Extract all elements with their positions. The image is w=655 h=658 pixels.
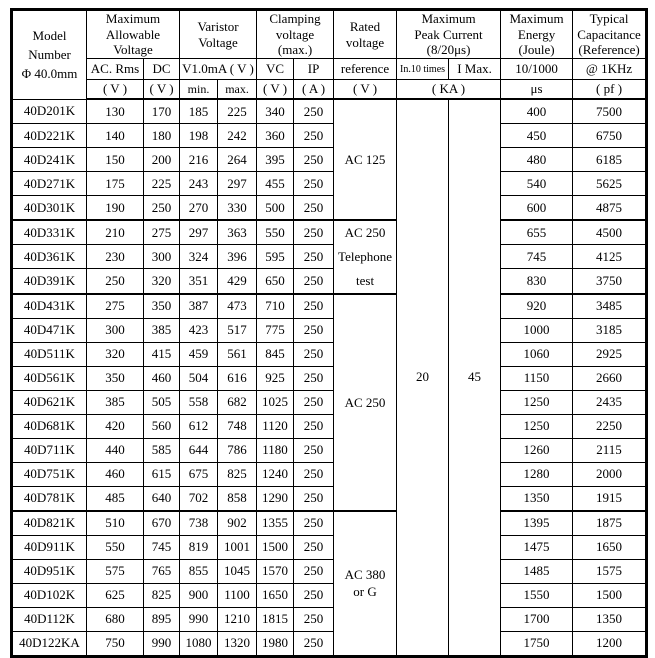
cell-ip: 250 [294,486,334,511]
table-row [12,148,647,172]
header-line: Maximum [105,11,161,27]
table-row [12,535,647,559]
cell-dc: 640 [144,486,180,511]
cell-energy: 540 [501,172,573,196]
cell-ip: 250 [294,631,334,656]
cell-ip: 250 [294,124,334,148]
cell-model: 40D561K [12,366,87,390]
cell-model: 40D301K [12,196,87,221]
cell-varistor-max: 225 [218,99,257,124]
table-row [12,631,647,656]
cell-ac-rms: 550 [87,535,144,559]
cell-varistor-min: 900 [180,583,218,607]
cell-varistor-max: 297 [218,172,257,196]
header-ac-unit: ( V ) [87,80,144,100]
cell-ip: 250 [294,148,334,172]
header-model-line: Model [32,28,67,44]
cell-vc: 500 [257,196,294,221]
cell-capacitance: 4875 [573,196,647,221]
cell-ac-rms: 460 [87,462,144,486]
table-row [12,462,647,486]
varistor-spec-table [10,8,648,658]
cell-model: 40D102K [12,583,87,607]
cell-ip: 250 [294,99,334,124]
cell-ac-rms: 190 [87,196,144,221]
header-pf-unit: ( pf ) [573,80,647,100]
header-line: Rated [349,19,381,34]
cell-energy: 1700 [501,607,573,631]
cell-vc: 1500 [257,535,294,559]
cell-energy: 400 [501,99,573,124]
cell-dc: 585 [144,438,180,462]
cell-peak-current-in10: 20 [397,99,449,656]
header-max-peak-current [397,10,501,59]
cell-model: 40D911K [12,535,87,559]
cell-capacitance: 1915 [573,486,647,511]
cell-capacitance: 5625 [573,172,647,196]
cell-energy: 1485 [501,559,573,583]
cell-varistor-max: 561 [218,342,257,366]
cell-model: 40D431K [12,294,87,319]
cell-energy: 830 [501,269,573,294]
header-model-number [12,10,87,100]
cell-ip: 250 [294,245,334,269]
cell-energy: 1750 [501,631,573,656]
cell-ac-rms: 440 [87,438,144,462]
cell-dc: 560 [144,414,180,438]
cell-varistor-max: 1045 [218,559,257,583]
header-row-groups [12,10,647,59]
cell-capacitance: 4500 [573,220,647,245]
header-line: Varistor [197,19,239,34]
table-row [12,342,647,366]
cell-varistor-max: 1100 [218,583,257,607]
cell-varistor-min: 423 [180,318,218,342]
cell-varistor-min: 351 [180,269,218,294]
cell-vc: 775 [257,318,294,342]
cell-varistor-max: 902 [218,511,257,536]
cell-varistor-max: 396 [218,245,257,269]
cell-dc: 745 [144,535,180,559]
cell-varistor-min: 324 [180,245,218,269]
header-reference: reference [334,59,397,80]
cell-model: 40D201K [12,99,87,124]
cell-ac-rms: 350 [87,366,144,390]
cell-energy: 600 [501,196,573,221]
cell-ac-rms: 485 [87,486,144,511]
cell-energy: 745 [501,245,573,269]
cell-vc: 925 [257,366,294,390]
table-row [12,366,647,390]
cell-capacitance: 1575 [573,559,647,583]
cell-vc: 595 [257,245,294,269]
cell-ip: 250 [294,607,334,631]
cell-ac-rms: 320 [87,342,144,366]
cell-energy: 1060 [501,342,573,366]
cell-vc: 1180 [257,438,294,462]
cell-dc: 895 [144,607,180,631]
header-max-energy [501,10,573,59]
cell-ac-rms: 175 [87,172,144,196]
cell-varistor-max: 242 [218,124,257,148]
cell-varistor-min: 270 [180,196,218,221]
cell-varistor-max: 1320 [218,631,257,656]
cell-capacitance: 2250 [573,414,647,438]
cell-rated-voltage [334,220,397,294]
cell-varistor-min: 675 [180,462,218,486]
cell-varistor-min: 297 [180,220,218,245]
header-max: max. [218,80,257,100]
cell-peak-current-imax: 45 [449,99,501,656]
cell-varistor-min: 504 [180,366,218,390]
table-row [12,172,647,196]
cell-vc: 650 [257,269,294,294]
cell-capacitance: 1200 [573,631,647,656]
header-model-line: Φ 40.0mm [21,66,78,82]
cell-capacitance: 3485 [573,294,647,319]
cell-capacitance: 2925 [573,342,647,366]
header-line: Peak Current [414,26,483,42]
cell-energy: 480 [501,148,573,172]
cell-ac-rms: 230 [87,245,144,269]
cell-model: 40D112K [12,607,87,631]
cell-varistor-max: 330 [218,196,257,221]
cell-ip: 250 [294,196,334,221]
cell-model: 40D391K [12,269,87,294]
cell-energy: 1260 [501,438,573,462]
table-row [12,511,647,536]
table-row [12,583,647,607]
cell-energy: 1150 [501,366,573,390]
header-rated-voltage [334,10,397,59]
header-line: Voltage [113,42,153,58]
cell-dc: 250 [144,196,180,221]
cell-ip: 250 [294,414,334,438]
cell-vc: 710 [257,294,294,319]
cell-vc: 845 [257,342,294,366]
cell-energy: 655 [501,220,573,245]
cell-varistor-max: 616 [218,366,257,390]
header-10-1000: 10/1000 [501,59,573,80]
header-dc-unit: ( V ) [144,80,180,100]
cell-vc: 1025 [257,390,294,414]
cell-varistor-max: 517 [218,318,257,342]
header-at-1khz: @ 1KHz [573,59,647,80]
cell-ip: 250 [294,318,334,342]
cell-dc: 200 [144,148,180,172]
cell-model: 40D951K [12,559,87,583]
cell-energy: 1395 [501,511,573,536]
cell-vc: 1355 [257,511,294,536]
cell-vc: 1815 [257,607,294,631]
table-row [12,486,647,511]
cell-varistor-min: 738 [180,511,218,536]
cell-capacitance: 2435 [573,390,647,414]
cell-varistor-max: 363 [218,220,257,245]
header-ref-unit: ( V ) [334,80,397,100]
cell-ac-rms: 510 [87,511,144,536]
cell-dc: 615 [144,462,180,486]
rated-voltage-line: AC 250 [344,394,386,410]
table-row [12,124,647,148]
cell-ip: 250 [294,583,334,607]
cell-varistor-max: 473 [218,294,257,319]
cell-varistor-max: 429 [218,269,257,294]
rated-voltage-line: test [356,272,375,288]
header-ip-unit: ( A ) [294,80,334,100]
cell-ac-rms: 625 [87,583,144,607]
cell-varistor-max: 825 [218,462,257,486]
header-ip: IP [294,59,334,80]
cell-varistor-min: 558 [180,390,218,414]
cell-model: 40D221K [12,124,87,148]
header-model-line: Number [28,47,71,63]
header-ka-unit: ( KA ) [397,80,501,100]
header-vc-unit: ( V ) [257,80,294,100]
table-row [12,414,647,438]
cell-ac-rms: 750 [87,631,144,656]
cell-energy: 450 [501,124,573,148]
header-v1ma: V1.0mA ( V ) [180,59,257,80]
cell-ac-rms: 300 [87,318,144,342]
header-clamping-voltage [257,10,334,59]
cell-dc: 275 [144,220,180,245]
table-body [12,99,647,656]
cell-ip: 250 [294,559,334,583]
header-line: voltage [275,26,315,42]
cell-model: 40D122KA [12,631,87,656]
cell-vc: 1290 [257,486,294,511]
cell-varistor-min: 459 [180,342,218,366]
table-row [12,294,647,319]
table-row [12,607,647,631]
table-row [12,245,647,269]
cell-capacitance: 2660 [573,366,647,390]
header-line: Voltage [198,34,238,50]
cell-model: 40D781K [12,486,87,511]
cell-dc: 225 [144,172,180,196]
cell-ac-rms: 575 [87,559,144,583]
cell-ip: 250 [294,269,334,294]
cell-energy: 1250 [501,390,573,414]
cell-capacitance: 6750 [573,124,647,148]
table-row [12,390,647,414]
cell-varistor-min: 819 [180,535,218,559]
cell-capacitance: 2115 [573,438,647,462]
cell-dc: 170 [144,99,180,124]
header-line: voltage [345,34,385,50]
cell-ac-rms: 210 [87,220,144,245]
cell-vc: 550 [257,220,294,245]
table-row [12,99,647,124]
cell-varistor-min: 644 [180,438,218,462]
cell-capacitance: 4125 [573,245,647,269]
cell-capacitance: 3750 [573,269,647,294]
cell-model: 40D621K [12,390,87,414]
cell-energy: 1280 [501,462,573,486]
header-i-max: I Max. [449,59,501,80]
rated-voltage-line: AC 380 [344,567,386,583]
cell-ip: 250 [294,220,334,245]
cell-ip: 250 [294,294,334,319]
cell-vc: 360 [257,124,294,148]
cell-rated-voltage [334,511,397,657]
header-line: Energy [517,26,556,42]
cell-rated-voltage [334,294,397,511]
header-line: (Joule) [518,42,555,58]
cell-rated-voltage [334,99,397,220]
table-row [12,269,647,294]
header-typical-capacitance [573,10,647,59]
cell-capacitance: 1650 [573,535,647,559]
cell-energy: 1350 [501,486,573,511]
header-line: Capacitance [577,26,641,42]
cell-varistor-max: 264 [218,148,257,172]
table-row [12,438,647,462]
cell-ac-rms: 680 [87,607,144,631]
cell-dc: 385 [144,318,180,342]
cell-vc: 455 [257,172,294,196]
header-line: Allowable [105,26,161,42]
cell-model: 40D711K [12,438,87,462]
cell-vc: 395 [257,148,294,172]
cell-vc: 1570 [257,559,294,583]
cell-ac-rms: 250 [87,269,144,294]
header-ac-rms: AC. Rms [87,59,144,80]
cell-varistor-min: 990 [180,607,218,631]
cell-vc: 1650 [257,583,294,607]
cell-energy: 1250 [501,414,573,438]
cell-model: 40D331K [12,220,87,245]
cell-dc: 300 [144,245,180,269]
cell-model: 40D511K [12,342,87,366]
header-dc: DC [144,59,180,80]
cell-varistor-min: 185 [180,99,218,124]
table-row [12,196,647,221]
cell-capacitance: 3185 [573,318,647,342]
cell-ip: 250 [294,366,334,390]
cell-capacitance: 1350 [573,607,647,631]
cell-varistor-min: 855 [180,559,218,583]
cell-vc: 1240 [257,462,294,486]
cell-model: 40D241K [12,148,87,172]
cell-model: 40D821K [12,511,87,536]
cell-ip: 250 [294,535,334,559]
cell-ac-rms: 130 [87,99,144,124]
header-line: Clamping [269,11,321,27]
cell-dc: 460 [144,366,180,390]
cell-model: 40D271K [12,172,87,196]
cell-vc: 1120 [257,414,294,438]
cell-dc: 825 [144,583,180,607]
header-row-sub1 [12,59,647,80]
cell-energy: 1550 [501,583,573,607]
header-varistor-voltage [180,10,257,59]
header-in-10-times: In.10 times [397,59,449,80]
cell-varistor-max: 858 [218,486,257,511]
cell-capacitance: 2000 [573,462,647,486]
header-line: Typical [589,11,629,27]
cell-dc: 415 [144,342,180,366]
header-min: min. [180,80,218,100]
cell-energy: 1475 [501,535,573,559]
cell-ac-rms: 275 [87,294,144,319]
cell-ac-rms: 385 [87,390,144,414]
header-line: Maximum [421,11,476,27]
cell-vc: 340 [257,99,294,124]
cell-varistor-min: 612 [180,414,218,438]
rated-voltage-line: Telephone [338,248,393,264]
header-row-sub2 [12,80,647,100]
cell-varistor-max: 1210 [218,607,257,631]
cell-dc: 320 [144,269,180,294]
cell-dc: 350 [144,294,180,319]
cell-ip: 250 [294,172,334,196]
cell-model: 40D751K [12,462,87,486]
header-line: Maximum [509,11,564,27]
cell-ip: 250 [294,390,334,414]
cell-dc: 765 [144,559,180,583]
header-line: (8/20μs) [426,42,471,58]
table-header [12,10,647,100]
cell-varistor-min: 387 [180,294,218,319]
table-row [12,318,647,342]
cell-ip: 250 [294,342,334,366]
cell-model: 40D471K [12,318,87,342]
cell-capacitance: 6185 [573,148,647,172]
cell-vc: 1980 [257,631,294,656]
cell-dc: 990 [144,631,180,656]
cell-varistor-max: 786 [218,438,257,462]
cell-varistor-min: 1080 [180,631,218,656]
cell-model: 40D681K [12,414,87,438]
cell-energy: 920 [501,294,573,319]
cell-capacitance: 1500 [573,583,647,607]
cell-ac-rms: 420 [87,414,144,438]
cell-varistor-max: 1001 [218,535,257,559]
cell-varistor-min: 702 [180,486,218,511]
cell-model: 40D361K [12,245,87,269]
cell-ip: 250 [294,438,334,462]
cell-varistor-max: 748 [218,414,257,438]
header-line: (max.) [277,42,313,58]
cell-varistor-min: 216 [180,148,218,172]
rated-voltage-line: or G [353,584,377,600]
header-us-unit: μs [501,80,573,100]
header-line: (Reference) [578,42,640,58]
cell-ip: 250 [294,511,334,536]
cell-varistor-max: 682 [218,390,257,414]
cell-ac-rms: 150 [87,148,144,172]
rated-voltage-line: AC 250 [344,225,386,240]
cell-ip: 250 [294,462,334,486]
cell-capacitance: 7500 [573,99,647,124]
header-vc: VC [257,59,294,80]
table-row [12,220,647,245]
cell-energy: 1000 [501,318,573,342]
cell-dc: 180 [144,124,180,148]
cell-capacitance: 1875 [573,511,647,536]
cell-dc: 670 [144,511,180,536]
cell-varistor-min: 243 [180,172,218,196]
cell-dc: 505 [144,390,180,414]
header-max-allowable-voltage [87,10,180,59]
cell-ac-rms: 140 [87,124,144,148]
rated-voltage-line: AC 125 [344,152,386,167]
table-row [12,559,647,583]
cell-varistor-min: 198 [180,124,218,148]
